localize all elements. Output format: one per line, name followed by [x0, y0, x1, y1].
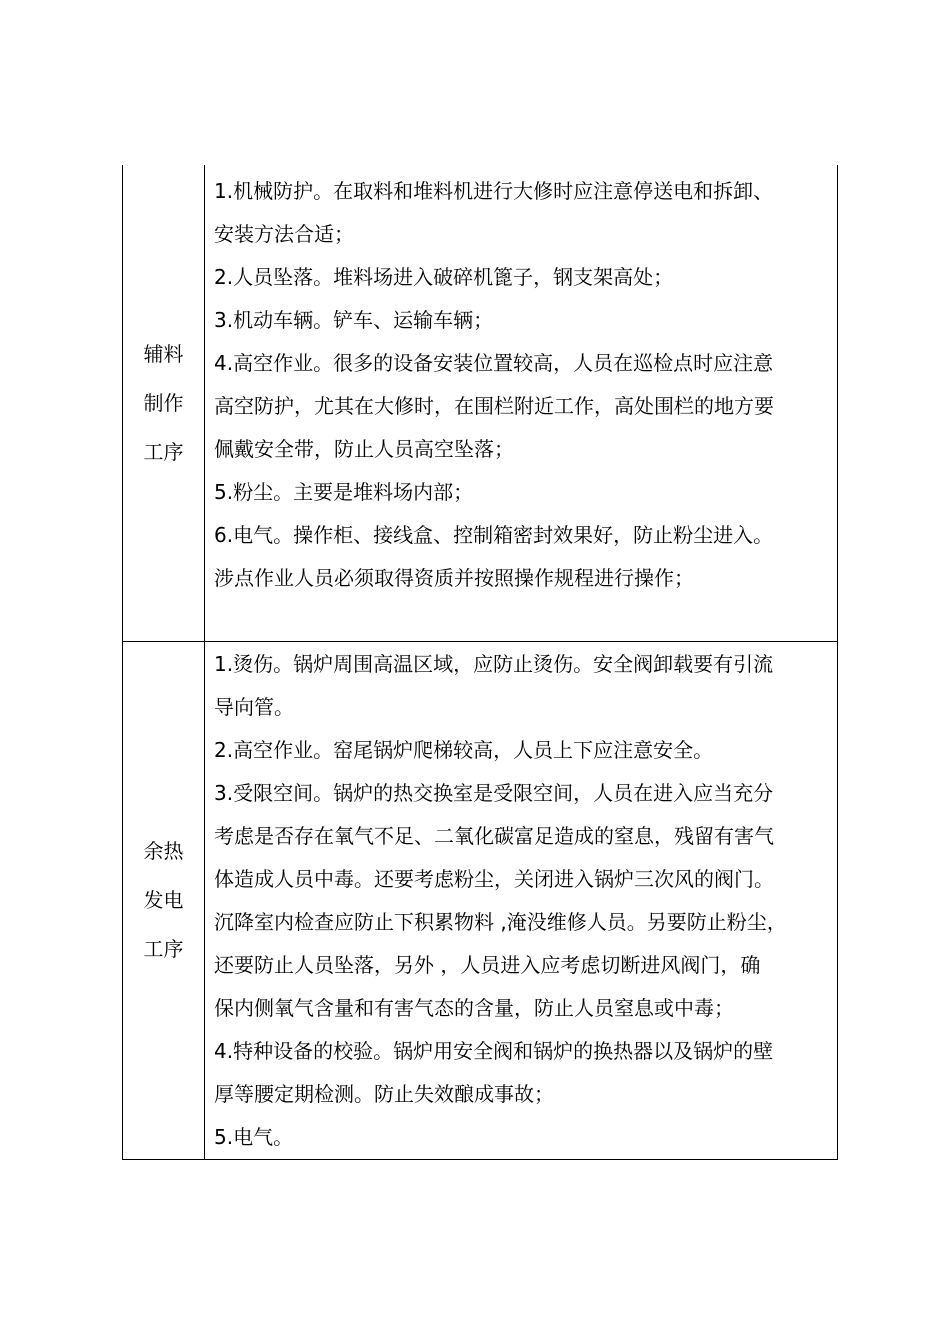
- hazard-line: 涉点作业人员必须取得资质并按照操作规程进行操作；: [214, 566, 694, 590]
- hazard-description-cell: [205, 165, 837, 641]
- hazard-line: 1.机械防护。在取料和堆料机进行大修时应注意停送电和拆卸、: [214, 179, 774, 203]
- hazard-line: 厚等腰定期检测。防止失效酿成事故；: [214, 1082, 554, 1106]
- process-label: 辅料制作工序: [143, 341, 184, 464]
- hazard-line: 保内侧氧气含量和有害气态的含量，防止人员窒息或中毒；: [214, 996, 734, 1020]
- hazard-description-cell: [205, 642, 837, 1159]
- hazard-line: 高空防护，尤其在大修时，在围栏附近工作，高处围栏的地方要: [214, 394, 774, 418]
- hazard-line: 5.电气。: [214, 1125, 294, 1149]
- hazard-line: 还要防止人员坠落，另外 ，人员进入应考虑切断进风阀门，确: [214, 953, 761, 977]
- safety-table: [122, 165, 838, 1160]
- hazard-line: 佩戴安全带，防止人员高空坠落；: [214, 437, 514, 461]
- hazard-line: 考虑是否存在氧气不足、二氧化碳富足造成的窒息，残留有害气: [214, 824, 774, 848]
- hazard-line: 3.机动车辆。铲车、运输车辆；: [214, 308, 494, 332]
- hazard-line: 2.人员坠落。堆料场进入破碎机篦子，钢支架高处；: [214, 265, 674, 289]
- hazard-line: 1.烫伤。锅炉周围高温区域，应防止烫伤。安全阀卸载要有引流: [214, 652, 774, 676]
- hazard-line: 6.电气。操作柜、接线盒、控制箱密封效果好，防止粉尘进入。: [214, 523, 774, 547]
- table-row: [123, 165, 837, 641]
- hazard-line: 4.特种设备的校验。锅炉用安全阀和锅炉的换热器以及锅炉的壁: [214, 1039, 774, 1063]
- process-label-cell: [123, 642, 205, 1159]
- hazard-line: 沉降室内检查应防止下积累物料 ,淹没维修人员。另要防止粉尘，: [214, 910, 787, 934]
- hazard-line: 4.高空作业。很多的设备安装位置较高，人员在巡检点时应注意: [214, 351, 774, 375]
- hazard-line: 导向管。: [214, 695, 294, 719]
- table-row: [123, 641, 837, 1159]
- process-label-cell: [123, 165, 205, 641]
- hazard-line: 2.高空作业。窑尾锅炉爬梯较高，人员上下应注意安全。: [214, 738, 714, 762]
- hazard-line: 体造成人员中毒。还要考虑粉尘，关闭进入锅炉三次风的阀门。: [214, 867, 774, 891]
- hazard-line: 3.受限空间。锅炉的热交换室是受限空间，人员在进入应当充分: [214, 781, 774, 805]
- hazard-line: 安装方法合适；: [214, 222, 354, 246]
- hazard-line: 5.粉尘。主要是堆料场内部；: [214, 480, 474, 504]
- process-label: 余热发电工序: [143, 839, 184, 961]
